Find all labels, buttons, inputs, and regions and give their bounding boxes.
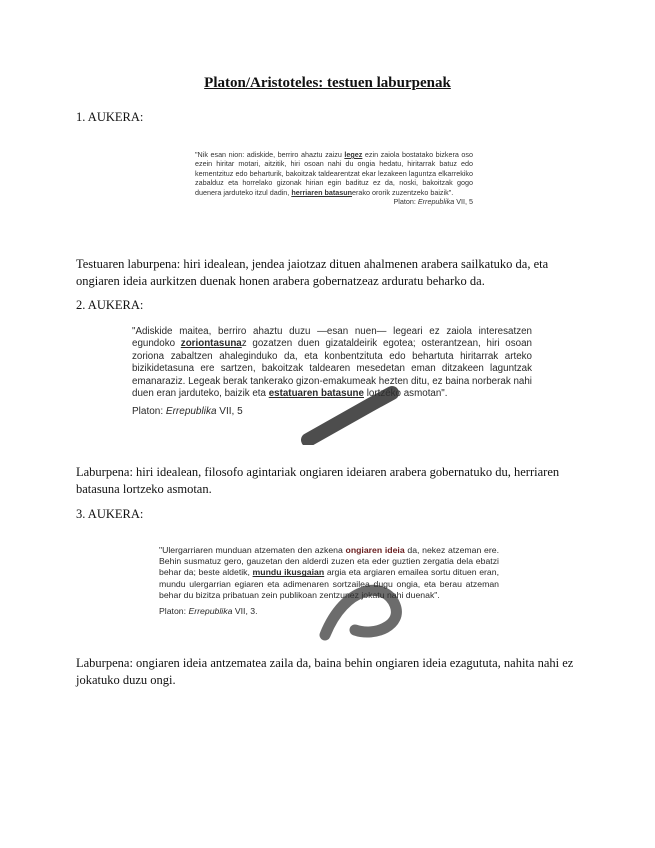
option-1-quote-text: "Nik esan nion: adiskide, berriro ahaztu zaizu legez ezin zaiola bostatako bizkera oso ezein hiritar motari, aitzitik, hiri osoan nahi du ongia hedatu, hiritarrak batuz edo kementzituz edo beharturik, bakoitzak taldearentzat ekar lezakeen laguntza elkarrekiko zabalduz eta horrelako gizonak hirian egin badituz ez da, noski, bakoitzak gogo duenera jarduteko itzul dadin, herriaren batasunerako ororik zuzentzeko baizik". <box>195 150 473 197</box>
option-2-quote-image <box>132 326 532 419</box>
option-2-heading: 2. AUKERA: <box>76 298 144 312</box>
option-3-quote-text: "Ulergarriaren munduan atzematen den azkena ongiaren ideia da, nekez atzeman ere. Behin susmatuz gero, gauzetan den alderdi zuzen eta eder guztien zergatia dela ebatzi behar da; beste aldetik, mundu ikusgaian argia eta argiaren emailea sortu dituen eran, mundu ulergarrian egiaren eta adimenaren sortzailea dugu ongia, eta berau atzeman behar du bizitza pribatuan zein publikoan zentzunez jokatu nahi duenak". <box>159 545 499 600</box>
option-1-heading: 1. AUKERA: <box>76 110 144 124</box>
option-2-quote-source: Platon: Errepublika VII, 5 <box>132 406 243 418</box>
option-1-emph-2: herriaren batasun <box>291 187 353 197</box>
option-3-quote-image <box>159 545 499 617</box>
option-2-emph-2: estatuaren batasune <box>268 388 364 400</box>
option-3-emph-1: ongiaren ideia <box>345 545 405 555</box>
option-1-quote-source: Platon: Errepublika VII, 5 <box>393 197 473 207</box>
option-3-summary: Laburpena: ongiaren ideia antzematea zaila da, baina behin ongiaren ideia ezagututa, nahita nahi ez jokatuko duzu ongi. <box>76 656 574 687</box>
option-3-heading: 3. AUKERA: <box>76 507 144 521</box>
page-title: Platon/Aristoteles: testuen laburpenak <box>204 75 451 91</box>
option-1-emph-1: legez <box>344 150 363 159</box>
option-1-summary: Testuaren laburpena: hiri idealean, jendea jaiotzaz dituen ahalmenen arabera sailkatuko da, eta ongiaren ideia aurkitzen duenak honen arabera gobernatzeaz arduratu beharko da. <box>76 257 549 288</box>
option-2-emph-1: zoriontasuna <box>180 338 242 350</box>
option-2-summary: Laburpena: hiri idealean, filosofo agintariak ongiaren ideiaren arabera gobernatuko du, herriaren batasuna lortzeko asmotan. <box>76 465 560 496</box>
option-1-quote-image <box>195 150 473 206</box>
option-3-emph-2: mundu ikusgaian <box>252 567 325 578</box>
option-2-quote-text: "Adiskide maitea, berriro ahaztu duzu —esan nuen— legeari ez zaiola interesatzen egundoko zoriontasunaz gozatzen duen gizataldeirik egotea; osterantzean, hiri osoan zoriona zabaltzen ahaleginduko da, eta konbentzituta edo behartuta hiritarrak arteko bizikidetasuna ere sartzen, bakoitzak taldearen mesedetan eman ditzakeen laguntzak emanaraziz. Legeak berak tankerako gizon-emakumeak hezten ditu, ez baina norberak nahi duen eran jarduteko, baizik eta estatuaren batasune lortzeko asmotan". <box>132 326 533 400</box>
option-3-quote-source: Platon: Errepublika VII, 3. <box>159 606 258 617</box>
